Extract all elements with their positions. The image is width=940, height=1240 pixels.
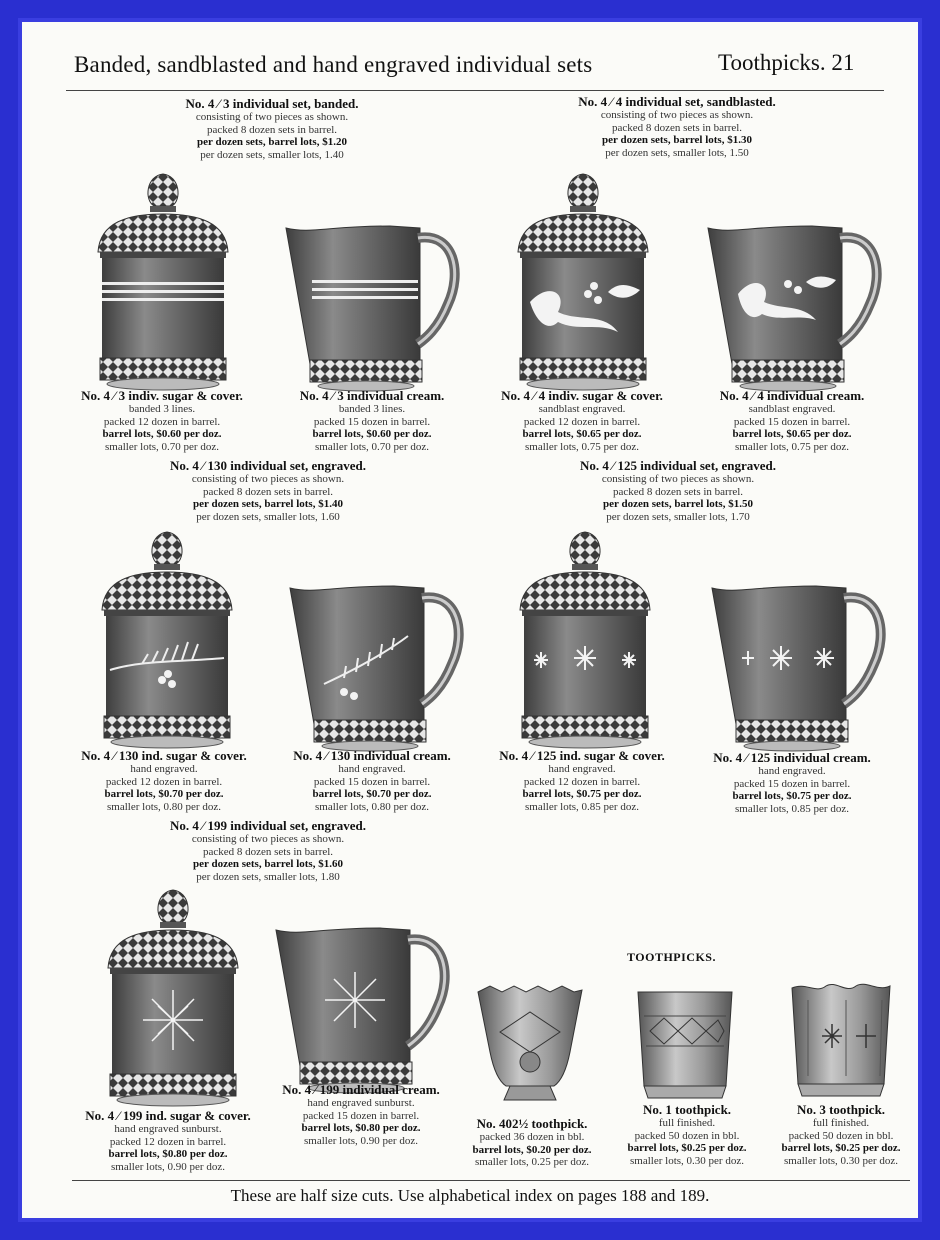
- item-cream-4-4: No. 4 ⁄ 4 individual cream. sandblast engraved. packed 15 dozen in barrel. barrel lots, $0.65 per doz. smaller lots, 0.75 per doz.: [719, 388, 865, 453]
- cream-4-3-image: [280, 214, 460, 394]
- catalog-page: [22, 22, 918, 1218]
- item-cream-4-199: No. 4 ⁄ 199 individual cream. hand engraved sunburst. packed 15 dozen in barrel. barrel lots, $0.80 per doz. smaller lots, 0.90 per doz.: [282, 1082, 440, 1147]
- item-toothpick-3: No. 3 toothpick. full finished. packed 50 dozen in bbl. barrel lots, $0.25 per doz. smaller lots, 0.30 per doz.: [781, 1102, 901, 1167]
- page-title: Banded, sandblasted and hand engraved individual sets: [74, 52, 593, 77]
- blue-frame: [18, 18, 922, 1222]
- sugar-4-130-image: [92, 530, 242, 750]
- sugar-4-3-image: [88, 172, 238, 392]
- item-toothpick-402: No. 402½ toothpick. packed 36 dozen in bbl. barrel lots, $0.20 per doz. smaller lots, 0.25 per doz.: [472, 1116, 592, 1168]
- set-4-199-caption: No. 4 ⁄ 199 individual set, engraved. consisting of two pieces as shown. packed 8 dozen sets in barrel. per dozen sets, barrel lots, $1.60 per dozen sets, smaller lots, 1.80: [169, 818, 367, 883]
- item-sugar-4-4: No. 4 ⁄ 4 indiv. sugar & cover. sandblast engraved. packed 12 dozen in barrel. barrel lots, $0.65 per doz. smaller lots, 0.75 per doz.: [501, 388, 663, 453]
- cream-4-199-image: [270, 916, 450, 1096]
- page-section: [718, 50, 854, 76]
- set-4-130-caption: No. 4 ⁄ 130 individual set, engraved. consisting of two pieces as shown. packed 8 dozen sets in barrel. per dozen sets, barrel lots, $1.40 per dozen sets, smaller lots, 1.60: [169, 458, 367, 523]
- sugar-4-125-image: [510, 530, 660, 750]
- item-sugar-4-199: No. 4 ⁄ 199 ind. sugar & cover. hand engraved sunburst. packed 12 dozen in barrel. barrel lots, $0.80 per doz. smaller lots, 0.90 per doz.: [85, 1108, 251, 1173]
- set-4-3-caption: No. 4 ⁄ 3 individual set, banded. consisting of two pieces as shown. packed 8 dozen sets in barrel. per dozen sets, barrel lots, $1.20 per dozen sets, smaller lots, 1.40: [185, 96, 359, 161]
- set-4-125-caption: No. 4 ⁄ 125 individual set, engraved. consisting of two pieces as shown. packed 8 dozen sets in barrel. per dozen sets, barrel lots, $1.50 per dozen sets, smaller lots, 1.70: [579, 458, 777, 523]
- item-cream-4-130: No. 4 ⁄ 130 individual cream. hand engraved. packed 15 dozen in barrel. barrel lots, $0.70 per doz. smaller lots, 0.80 per doz.: [293, 748, 451, 813]
- header-rule: [66, 90, 884, 91]
- cream-4-4-image: [702, 214, 882, 394]
- item-toothpick-1: No. 1 toothpick. full finished. packed 50 dozen in bbl. barrel lots, $0.25 per doz. smaller lots, 0.30 per doz.: [627, 1102, 747, 1167]
- page-number: 21: [831, 50, 855, 75]
- cream-4-130-image: [284, 574, 464, 754]
- set-4-4-caption: No. 4 ⁄ 4 individual set, sandblasted. consisting of two pieces as shown. packed 8 dozen sets in barrel. per dozen sets, barrel lots, $1.30 per dozen sets, smaller lots, 1.50: [578, 94, 776, 159]
- cream-4-125-image: [706, 574, 886, 754]
- section-name: Toothpicks.: [718, 50, 826, 75]
- item-sugar-4-130: No. 4 ⁄ 130 ind. sugar & cover. hand engraved. packed 12 dozen in barrel. barrel lots, $0.70 per doz. smaller lots, 0.80 per doz.: [81, 748, 247, 813]
- toothpick-402-image: [470, 982, 590, 1112]
- page-footer: These are half size cuts. Use alphabetical index on pages 188 and 189.: [230, 1186, 710, 1205]
- toothpicks-heading: TOOTHPICKS.: [627, 950, 716, 964]
- item-sugar-4-3: No. 4 ⁄ 3 indiv. sugar & cover. banded 3 lines. packed 12 dozen in barrel. barrel lots, $0.60 per doz. smaller lots, 0.70 per doz.: [81, 388, 243, 453]
- toothpick-3-image: [786, 980, 896, 1104]
- footer-rule: [72, 1180, 910, 1181]
- sugar-4-199-image: [98, 888, 248, 1108]
- item-cream-4-3: No. 4 ⁄ 3 individual cream. banded 3 lines. packed 15 dozen in barrel. barrel lots, $0.60 per doz. smaller lots, 0.70 per doz.: [299, 388, 445, 453]
- sugar-4-4-image: [508, 172, 658, 392]
- item-cream-4-125: No. 4 ⁄ 125 individual cream. hand engraved. packed 15 dozen in barrel. barrel lots, $0.75 per doz. smaller lots, 0.85 per doz.: [713, 750, 871, 815]
- item-sugar-4-125: No. 4 ⁄ 125 ind. sugar & cover. hand engraved. packed 12 dozen in barrel. barrel lots, $0.75 per doz. smaller lots, 0.85 per doz.: [499, 748, 665, 813]
- toothpick-1-image: [630, 986, 740, 1106]
